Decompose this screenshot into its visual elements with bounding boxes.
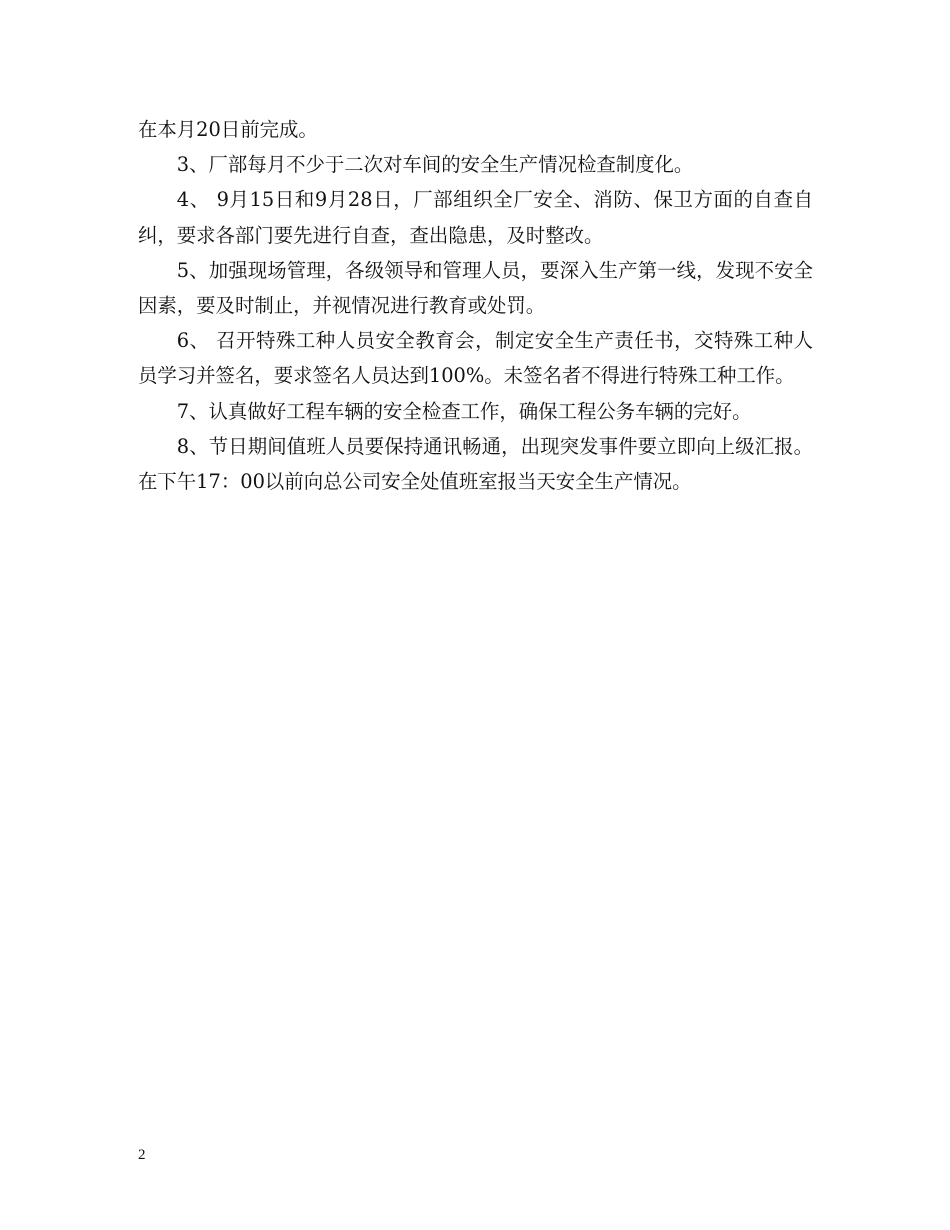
paragraph-item-6: 6、 召开特殊工种人员安全教育会，制定安全生产责任书，交特殊工种人员学习并签名，要求签名人员达到100%。未签名者不得进行特殊工种工作。 bbox=[138, 329, 813, 388]
paragraph-item-7: 7、认真做好工程车辆的安全检查工作，确保工程公务车辆的完好。 bbox=[176, 399, 752, 423]
document-body bbox=[138, 112, 813, 499]
page-number: 2 bbox=[138, 1147, 146, 1163]
paragraph-item-5: 5、加强现场管理，各级领导和管理人员，要深入生产第一线，发现不安全因素，要及时制止，并视情况进行教育或处罚。 bbox=[138, 258, 813, 318]
paragraph-item-8: 8、节日期间值班人员要保持通讯畅通，出现突发事件要立即向上级汇报。在下午17：00以前向总公司安全处值班室报当天安全生产情况。 bbox=[138, 434, 813, 494]
paragraph-item-3: 3、厂部每月不少于二次对车间的安全生产情况检查制度化。 bbox=[176, 153, 694, 177]
paragraph-item-4: 4、 9月15日和9月28日，厂部组织全厂安全、消防、保卫方面的自查自纠，要求各部门要先进行自查，查出隐患，及时整改。 bbox=[138, 188, 813, 247]
paragraph-continuation: 在本月20日前完成。 bbox=[138, 118, 318, 141]
